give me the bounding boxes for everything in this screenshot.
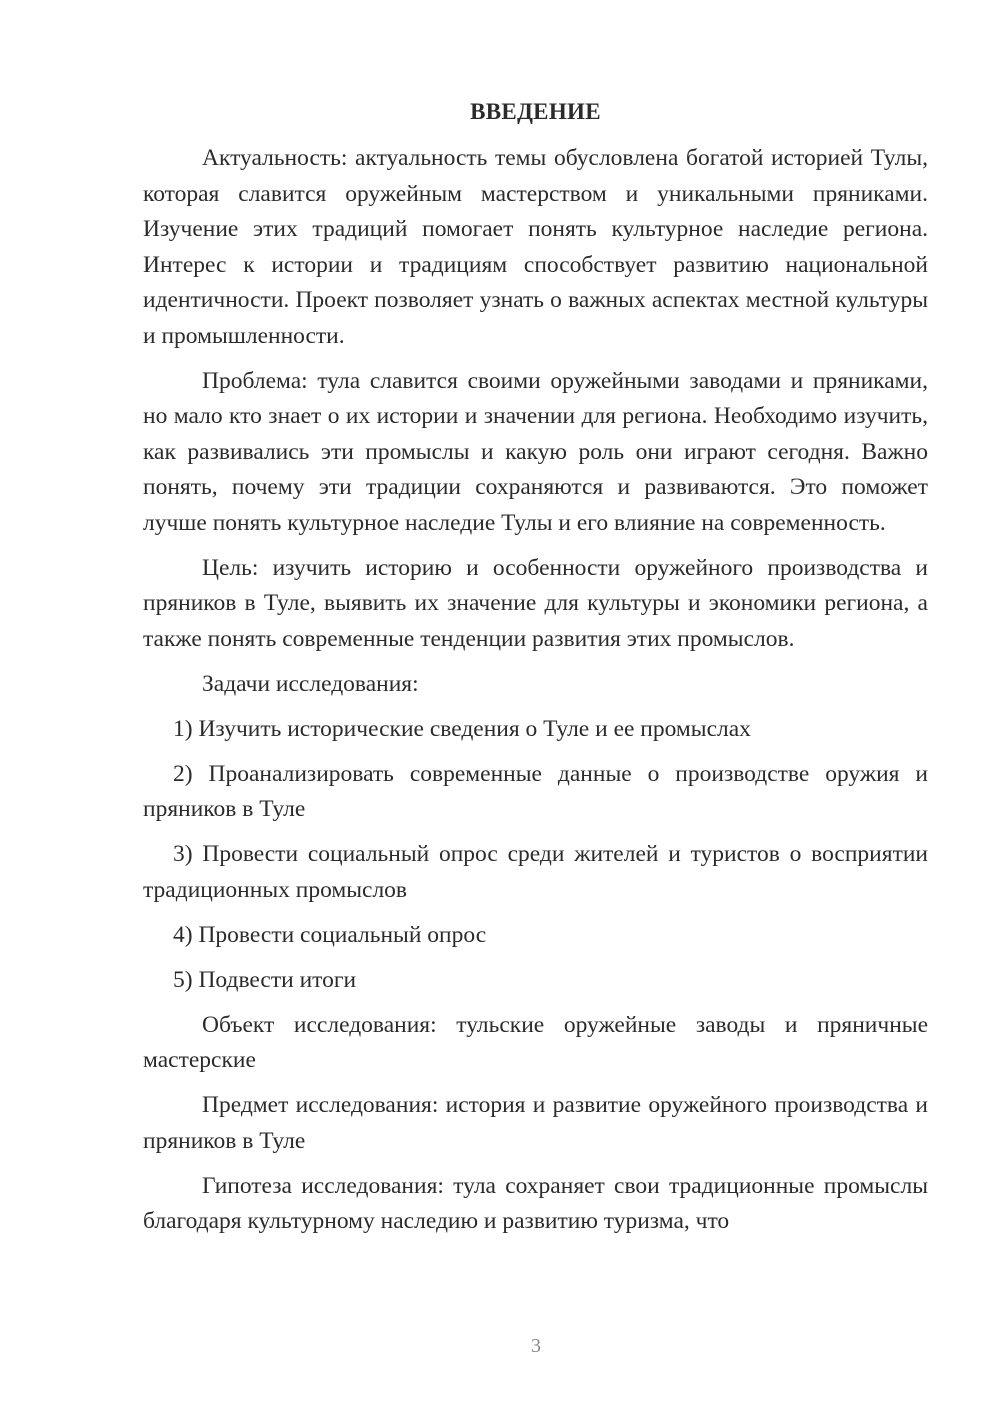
page-number: 3: [531, 1335, 541, 1357]
task-item-3: 3) Провести социальный опрос среди жителей и туристов о восприятии традиционных промыслов: [143, 841, 928, 903]
paragraph-goal: Цель: изучить историю и особенности оружейного производства и пряников в Туле, выявить их значение для культуры и экономики региона, а также понять современные тенденции развития этих промыслов.: [143, 554, 928, 652]
body-text: [143, 141, 928, 1249]
task-item-5: 5) Подвести итоги: [173, 966, 357, 993]
task-item-1: 1) Изучить исторические сведения о Туле и ее промыслах: [173, 715, 751, 742]
task-item-4: 4) Провести социальный опрос: [173, 921, 487, 948]
paragraph-object: Объект исследования: тульские оружейные заводы и пряничные мастерские: [143, 1011, 928, 1073]
paragraph-tasks-title: Задачи исследования:: [202, 670, 419, 697]
task-item-2: 2) Проанализировать современные данные о производстве оружия и пряников в Туле: [143, 760, 928, 822]
section-heading: ВВЕДЕНИЕ: [470, 99, 601, 124]
paragraph-relevance: Актуальность: актуальность темы обусловлена богатой историей Тулы, которая славится оружейным мастерством и уникальными пряниками. Изучение этих традиций помогает понять культурное наследие региона. Интерес к истории и традициям способствует развитию национальной идентичности. Проект позволяет узнать о важных аспектах местной культуры и промышленности.: [143, 145, 928, 349]
paragraph-problem: Проблема: тула славится своими оружейными заводами и пряниками, но мало кто знает о их истории и значении для региона. Необходимо изучить, как развивались эти промыслы и какую роль они играют сегодня. Важно понять, почему эти традиции сохраняются и развиваются. Это поможет лучше понять культурное наследие Тулы и его влияние на современность.: [143, 367, 928, 536]
paragraph-subject: Предмет исследования: история и развитие оружейного производства и пряников в Туле: [143, 1092, 928, 1154]
paragraph-hypothesis: Гипотеза исследования: тула сохраняет свои традиционные промыслы благодаря культурному наследию и развитию туризма, что: [143, 1172, 928, 1234]
